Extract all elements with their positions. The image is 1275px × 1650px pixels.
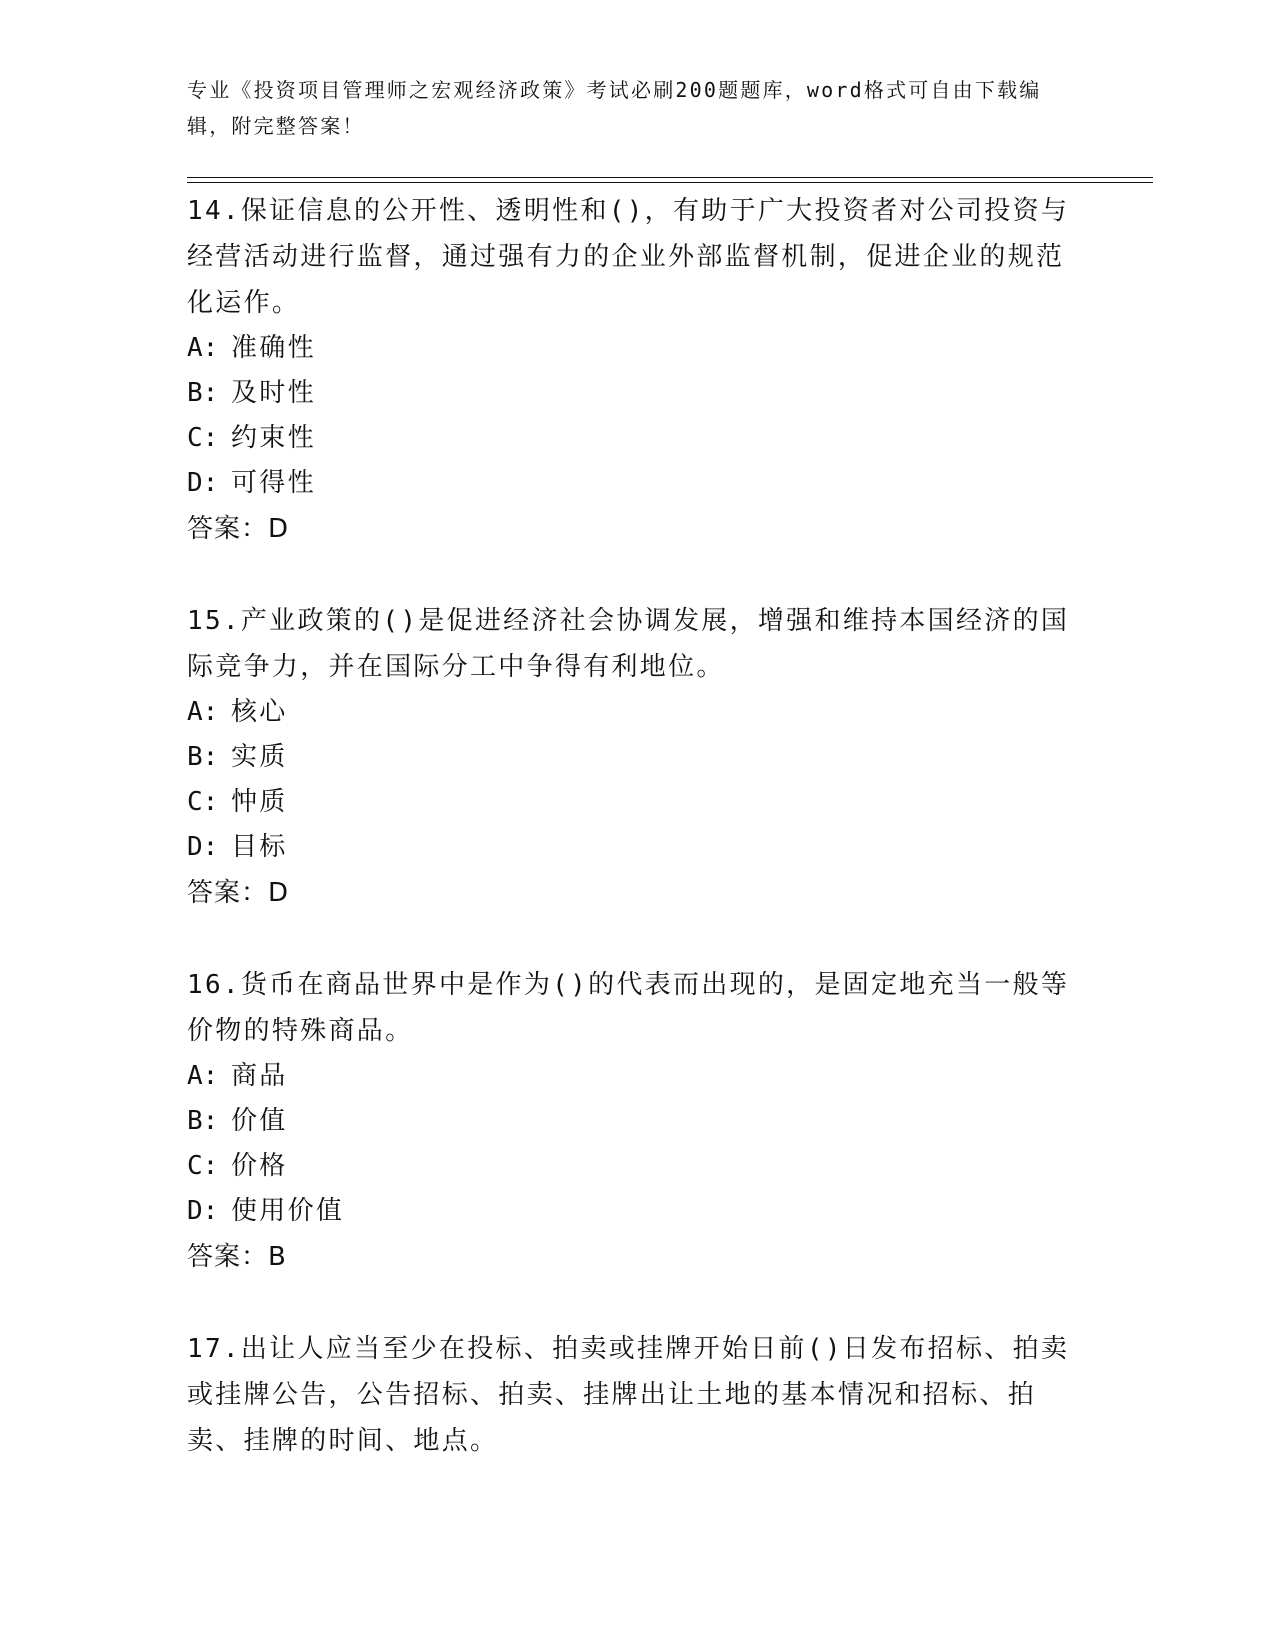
question-14: [187, 188, 1087, 552]
option-b: [187, 371, 1087, 416]
option-d: [187, 825, 1087, 870]
option-key: A:: [187, 697, 219, 727]
option-text: 目标: [231, 832, 288, 862]
option-d: [187, 461, 1087, 506]
option-list: [187, 326, 1087, 506]
question-stem: 17.出让人应当至少在投标、拍卖或挂牌开始日前()日发布招标、拍卖或挂牌公告，公告招标、拍卖、挂牌出让土地的基本情况和招标、拍卖、挂牌的时间、地点。: [187, 1334, 1070, 1456]
option-text: 及时性: [231, 378, 316, 408]
option-text: 实质: [231, 742, 288, 772]
option-key: B:: [187, 378, 219, 408]
option-text: 忡质: [231, 787, 288, 817]
option-text: 准确性: [231, 333, 316, 363]
option-a: [187, 326, 1087, 371]
question-stem: 14.保证信息的公开性、透明性和()，有助于广大投资者对公司投资与经营活动进行监督，通过强有力的企业外部监督机制，促进企业的规范化运作。: [187, 196, 1070, 318]
option-c: [187, 1144, 1087, 1189]
option-key: A:: [187, 1061, 219, 1091]
option-text: 商品: [231, 1061, 288, 1091]
option-key: C:: [187, 1151, 219, 1181]
question-15: [187, 598, 1087, 916]
question-16: [187, 962, 1087, 1280]
option-key: D:: [187, 1196, 219, 1226]
option-b: [187, 735, 1087, 780]
option-text: 价格: [231, 1151, 288, 1181]
option-c: [187, 416, 1087, 461]
option-key: C:: [187, 787, 219, 817]
option-b: [187, 1099, 1087, 1144]
option-list: [187, 1054, 1087, 1234]
option-text: 价值: [231, 1106, 288, 1136]
option-text: 使用价值: [231, 1196, 345, 1226]
answer-line: 答案：B: [187, 1242, 287, 1272]
question-17: [187, 1326, 1087, 1464]
question-list: [187, 188, 1087, 1510]
option-key: A:: [187, 333, 219, 363]
option-key: C:: [187, 423, 219, 453]
answer-line: 答案：D: [187, 514, 290, 544]
header-divider-bottom: [187, 182, 1153, 183]
option-c: [187, 780, 1087, 825]
option-key: D:: [187, 468, 219, 498]
option-key: D:: [187, 832, 219, 862]
option-a: [187, 1054, 1087, 1099]
option-d: [187, 1189, 1087, 1234]
answer-line: 答案：D: [187, 878, 290, 908]
document-header: 专业《投资项目管理师之宏观经济政策》考试必刷200题题库，word格式可自由下载编辑，附完整答案！: [187, 78, 1042, 138]
option-text: 约束性: [231, 423, 316, 453]
option-key: B:: [187, 1106, 219, 1136]
option-text: 核心: [231, 697, 288, 727]
option-list: [187, 690, 1087, 870]
question-stem: 15.产业政策的()是促进经济社会协调发展，增强和维持本国经济的国际竞争力，并在国际分工中争得有利地位。: [187, 606, 1070, 682]
option-key: B:: [187, 742, 219, 772]
question-stem: 16.货币在商品世界中是作为()的代表而出现的，是固定地充当一般等价物的特殊商品。: [187, 970, 1070, 1046]
header-divider-top: [187, 177, 1153, 178]
option-a: [187, 690, 1087, 735]
option-text: 可得性: [231, 468, 316, 498]
